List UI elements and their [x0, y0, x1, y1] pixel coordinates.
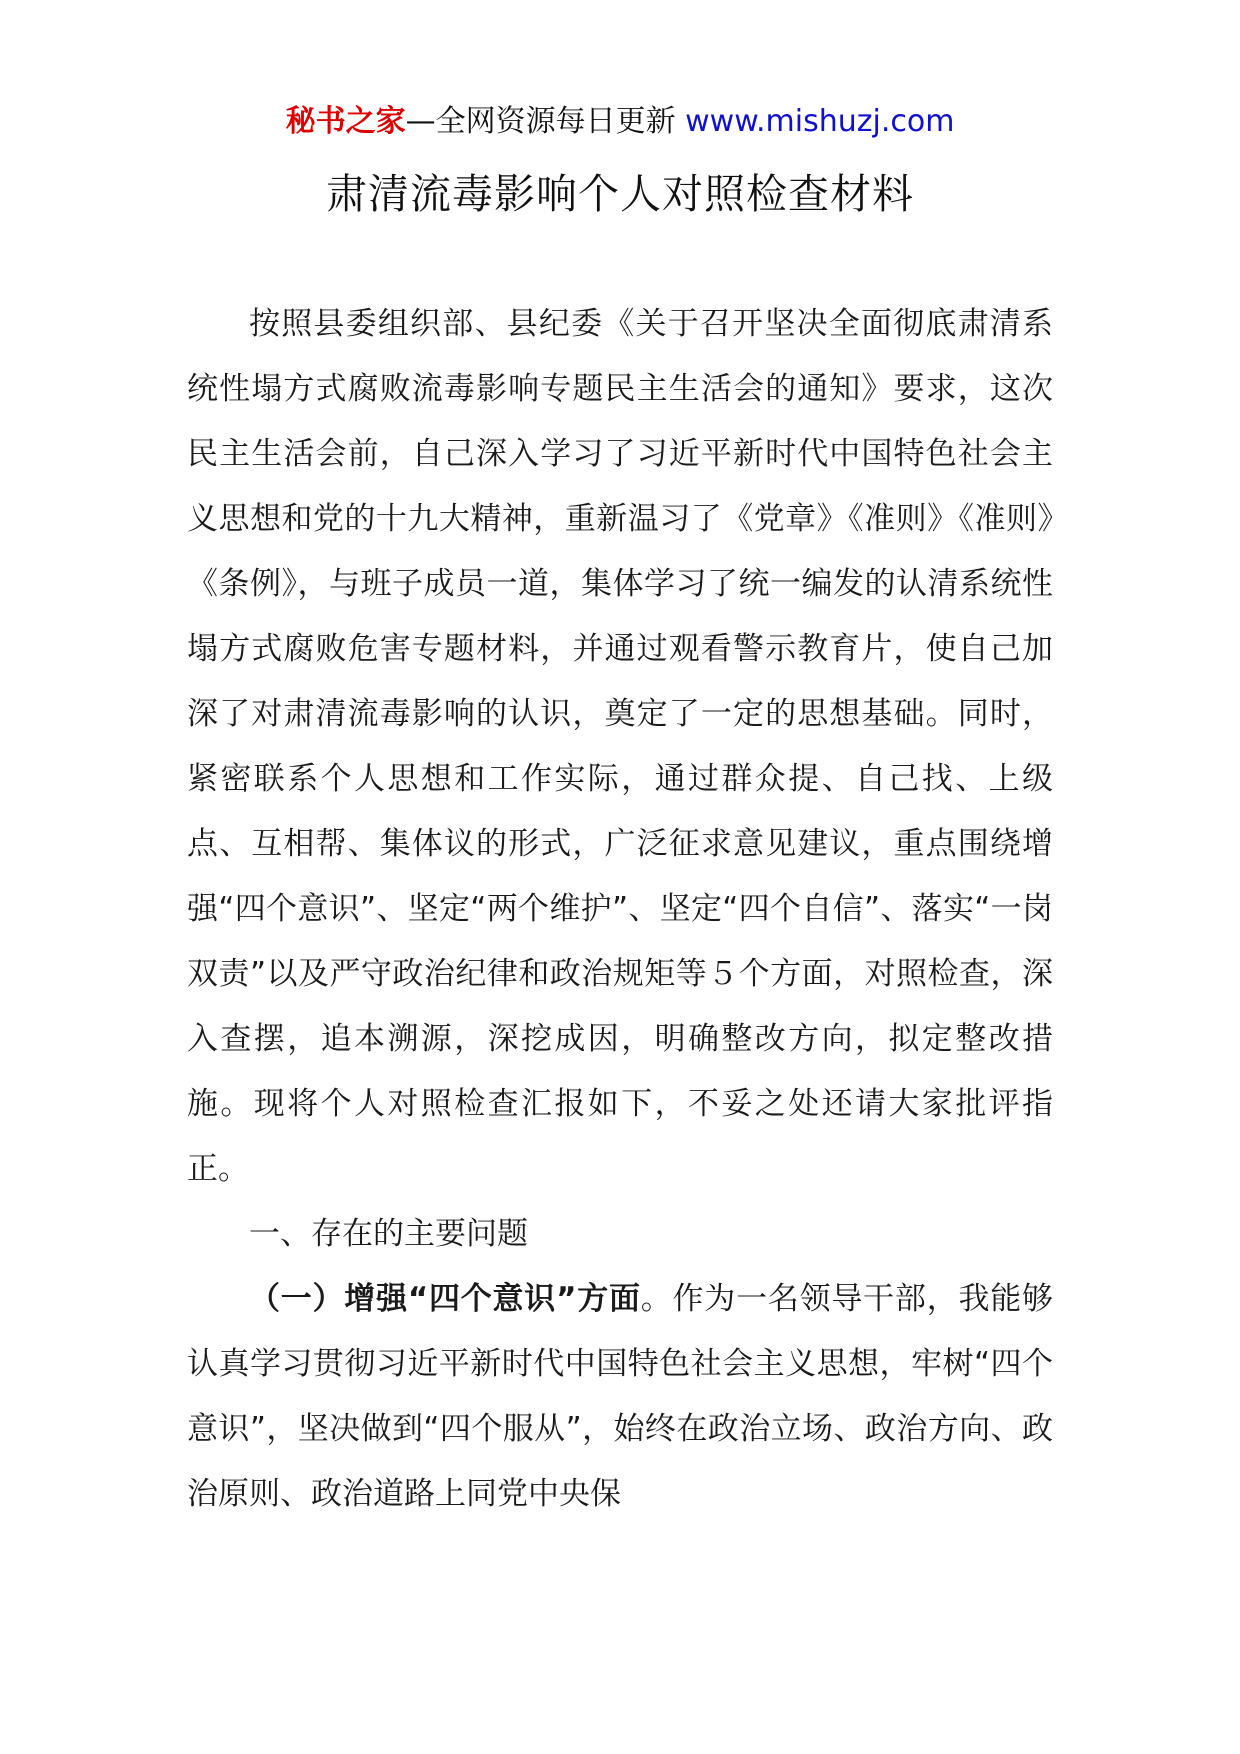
section-heading: 一、存在的主要问题	[249, 1216, 528, 1252]
subsection-paragraph	[187, 1267, 1053, 1527]
document-body	[187, 292, 1053, 1527]
subsection-text: 。作为一名领导干部，我能够认真学习贯彻习近平新时代中国特色社会主义思想，牢树“四个意识”，坚决做到“四个服从”，始终在政治立场、政治方向、政治原则、政治道路上同党中央保	[187, 1281, 1054, 1512]
website-link[interactable]: www.mishuzj.com	[685, 104, 955, 139]
intro-paragraph: 按照县委组织部、县纪委《关于召开坚决全面彻底肃清系统性塌方式腐败流毒影响专题民主生活会的通知》要求，这次民主生活会前，自己深入学习了习近平新时代中国特色社会主义思想和党的十九大精神，重新温习了《党章》《准则》《准则》《条例》，与班子成员一道，集体学习了统一编发的认清系统性塌方式腐败危害专题材料，并通过观看警示教育片，使自己加深了对肃清流毒影响的认识，奠定了一定的思想基础。同时，紧密联系个人思想和工作实际，通过群众提、自己找、上级点、互相帮、集体议的形式，广泛征求意见建议，重点围绕增强“四个意识”、坚定“两个维护”、坚定“四个自信”、落实“一岗双责”以及严守政治纪律和政治规矩等５个方面，对照检查，深入查摆，追本溯源，深挖成因，明确整改方向，拟定整改措施。现将个人对照检查汇报如下，不妥之处还请大家批评指正。	[187, 306, 1053, 1187]
brand-name: 秘书之家	[285, 104, 406, 139]
subsection-heading: （一）增强“四个意识”方面	[249, 1281, 641, 1317]
document-title: 肃清流毒影响个人对照检查材料	[326, 170, 914, 218]
banner-tagline: —全网资源每日更新	[405, 104, 686, 139]
site-banner	[0, 100, 1240, 144]
